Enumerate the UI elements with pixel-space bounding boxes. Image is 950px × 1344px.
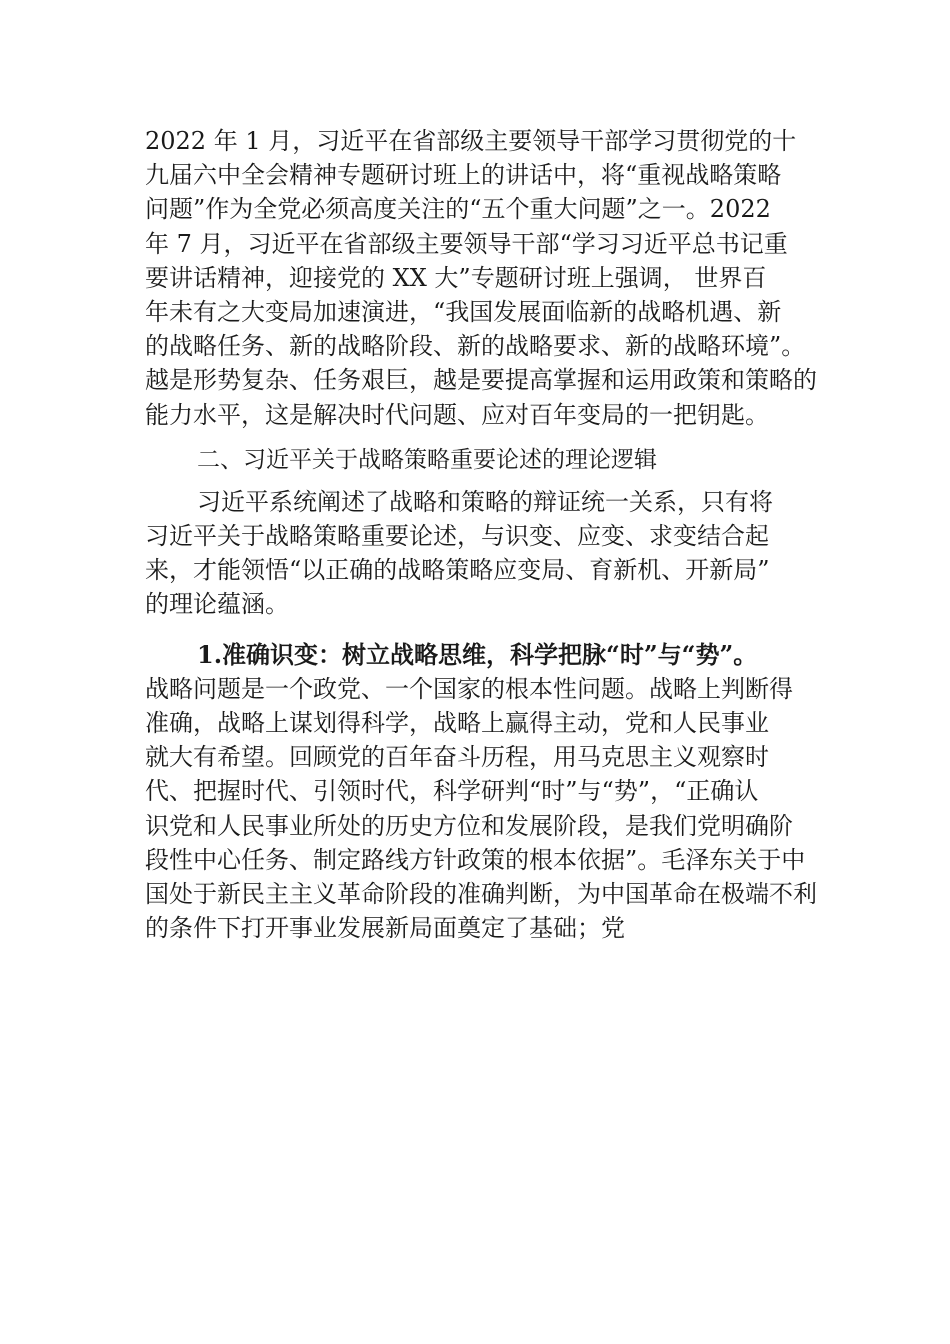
paragraph-intro [145,124,845,432]
text-line: 的理论蕴涵。 [145,590,289,619]
text-line: 年未有之大变局加速演进，“我国发展面临新的战略机遇、新 [145,297,782,326]
section-heading: 二、习近平关于战略策略重要论述的理论逻辑 [197,446,657,473]
text-line: 2022 年 1 月，习近平在省部级主要领导干部学习贯彻党的十 [145,127,797,155]
text-line: 九届六中全会精神专题研讨班上的讲话中，将“重视战略策略 [145,161,782,190]
text-line: 问题”作为全党必须高度关注的“五个重大问题”之一。2022 [145,195,771,224]
subheading: 1.准确识变：树立战略思维，科学把脉“时”与“势”。 [197,639,758,669]
text-line: 识党和人民事业所处的历史方位和发展阶段，是我们党明确阶 [145,811,793,840]
text-line: 国处于新民主主义革命阶段的准确判断，为中国革命在极端不利 [145,879,817,908]
text-line: 就大有希望。回顾党的百年奋斗历程，用马克思主义观察时 [145,743,769,772]
text-line: 习近平关于战略策略重要论述，与识变、应变、求变结合起 [145,522,769,551]
text-line: 战略问题是一个政党、一个国家的根本性问题。战略上判断得 [145,674,793,703]
text-line: 的战略任务、新的战略阶段、新的战略要求、新的战略环境”。 [145,332,806,361]
document-body [145,124,845,945]
paragraph-theory [145,485,845,622]
text-line: 的条件下打开事业发展新局面奠定了基础；党 [145,914,625,943]
text-line: 来，才能领悟“以正确的战略策略应变局、育新机、开新局” [145,556,770,585]
text-line: 段性中心任务、制定路线方针政策的根本依据”。毛泽东关于中 [145,845,806,874]
text-line: 年 7 月，习近平在省部级主要领导干部“学习习近平总书记重 [145,229,788,258]
text-line: 习近平系统阐述了战略和策略的辩证统一关系，只有将 [197,487,773,516]
text-line: 要讲话精神，迎接党的 XX 大”专题研讨班上强调， 世界百 [145,263,767,292]
text-line: 准确，战略上谋划得科学，战略上赢得主动，党和人民事业 [145,709,769,737]
paragraph-strategy [145,672,845,946]
text-line: 越是形势复杂、任务艰巨，越是要提高掌握和运用政策和策略的 [145,366,817,395]
text-line: 代、把握时代、引领时代，科学研判“时”与“势”，“正确认 [145,777,759,806]
text-line: 能力水平，这是解决时代问题、应对百年变局的一把钥匙。 [145,400,769,429]
